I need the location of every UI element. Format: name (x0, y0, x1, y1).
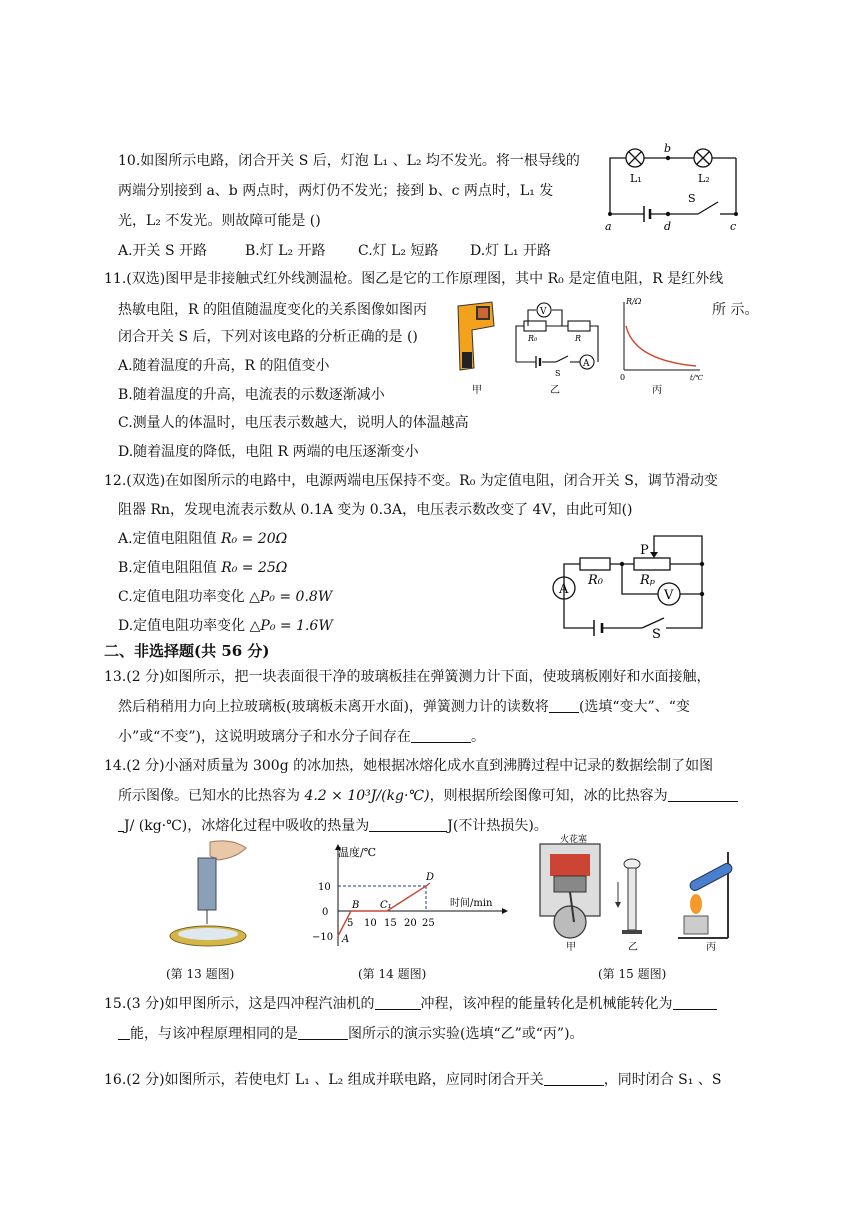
q14-line2: 所示图像。已知水的比热容为 4.2 × 10³J/(kg·℃)，则根据所绘图像可知，冰的比热容为 (118, 787, 738, 805)
svg-text:25: 25 (422, 918, 435, 929)
q12-circuit-figure (548, 530, 718, 638)
answer-blank[interactable] (673, 995, 717, 1010)
q12-line2: 阻器 Rn，发现电流表示数从 0.1A 变为 0.3A，电压表示数改变了 4V，由此可知() (118, 502, 633, 518)
q10-option-b: B.灯 L₂ 开路 (245, 243, 326, 259)
q15-line1: 15.(3 分)如甲图所示，这是四冲程汽油机的 冲程，该冲程的能量转化是机械能转化为 (104, 995, 717, 1013)
q10-option-a: A.开关 S 开路 (118, 243, 208, 259)
answer-blank[interactable] (411, 728, 471, 743)
svg-text:10: 10 (318, 882, 331, 893)
label-v: V (540, 307, 547, 317)
q11-line2b: 所 示。 (712, 302, 759, 318)
q10-line2: 两端分别接到 a、b 两点时，两灯仍不发光；接到 b、c 两点时，L₁ 发 (118, 183, 554, 199)
answer-blank[interactable] (375, 995, 421, 1010)
label-bing: 丙 (652, 385, 662, 396)
label-a: A (583, 359, 590, 369)
caption-14: (第 14 题图) (358, 967, 427, 981)
q16-line1: 16.(2 分)如图所示，若使电灯 L₁ 、L₂ 组成并联电路，应同时闭合开关 ，同时闭合 S₁ 、S (104, 1072, 722, 1088)
svg-text:A: A (342, 934, 350, 945)
label-jia: 甲 (566, 942, 576, 953)
q15-line2: 能，与该冲程原理相同的是 图所示的演示实验(选填“乙”或“丙”)。 (118, 1025, 584, 1043)
label-l1: L₁ (630, 172, 642, 185)
label-s: S (555, 369, 561, 378)
label-b: b (664, 142, 672, 155)
q11-option-b: B.随着温度的升高，电流表的示数逐渐减小 (118, 387, 385, 403)
answer-blank[interactable] (118, 1025, 130, 1040)
label-r0: R₀ (528, 334, 538, 343)
svg-text:10: 10 (364, 918, 377, 929)
label-c: c (730, 220, 737, 232)
svg-text:20: 20 (404, 918, 417, 929)
q13-line2: 然后稍稍用力向上拉玻璃板(玻璃板未离开水面)，弹簧测力计的读数将 (选填“变大”、“变 (118, 699, 690, 715)
label-l2: L₂ (698, 172, 710, 185)
q14-line1: 14.(2 分)小涵对质量为 300g 的冰加热，她根据冰熔化成水直到沸腾过程中记录的数据绘制了如图 (104, 758, 714, 774)
answer-blank[interactable] (369, 817, 447, 832)
label-yi: 乙 (628, 942, 638, 953)
svg-text:15: 15 (384, 918, 397, 929)
q13-line1: 13.(2 分)如图所示，把一块表面很干净的玻璃板挂在弹簧测力计下面，使玻璃板刚好和水面接触， (104, 669, 711, 685)
q14-line3: J/ (kg·℃)，冰熔化过程中吸收的热量为 J(不计热损失)。 (118, 817, 548, 835)
q14-graph (308, 842, 516, 954)
label-v: V (664, 588, 674, 603)
q13-line3: 小”或“不变”)，这说明玻璃分子和水分子间存在 。 (118, 729, 485, 745)
q11-line2a: 热敏电阻，R 的阻值随温度变化的关系图像如图丙 (118, 302, 427, 318)
test-tube-icon (678, 852, 734, 938)
label-bing: 丙 (706, 942, 716, 953)
svg-text:C₁: C₁ (380, 900, 392, 911)
answer-blank[interactable] (549, 698, 579, 713)
q10-circuit-figure (598, 140, 748, 232)
label-r0: R₀ (588, 573, 603, 588)
svg-text:D: D (426, 872, 435, 883)
q15-figures (528, 832, 768, 956)
hand-icon (210, 841, 246, 860)
label-plug: 火花塞 (560, 835, 588, 845)
q11-option-d: D.随着温度的降低，电阻 R 两端的电压逐渐变小 (118, 444, 419, 460)
graph-ylabel: 温度/℃ (338, 846, 377, 859)
label-a: a (605, 220, 612, 232)
q13-figure (160, 838, 260, 952)
q12-option-a: A.定值电阻阻值 R₀ = 20Ω (118, 531, 288, 547)
label-d: d (664, 220, 672, 232)
svg-text:5: 5 (347, 918, 354, 929)
q11-line1: 11.(双选)图甲是非接触式红外线测温枪。图乙是它的工作原理图，其中 R₀ 是定值电阻，R 是红外线 (104, 271, 724, 287)
label-a: A (559, 582, 569, 597)
q12-line1: 12.(双选)在如图所示的电路中，电源两端电压保持不变。R₀ 为定值电阻，闭合开关 S，调节滑动变 (104, 473, 718, 489)
svg-text:B: B (352, 900, 360, 911)
label-r: R (575, 334, 582, 343)
caption-15: (第 15 题图) (598, 967, 667, 981)
q10-line1: 10.如图所示电路，闭合开关 S 后，灯泡 L₁ 、L₂ 均不发光。将一根导线的 (118, 153, 580, 169)
q12-option-b: B.定值电阻阻值 R₀ = 25Ω (118, 560, 288, 576)
graph-xlabel: 时间/min (450, 898, 493, 909)
q10-line3: 光，L₂ 不发光。则故障可能是 () (118, 213, 321, 229)
q11-option-a: A.随着温度的升高，R 的阻值变小 (118, 358, 330, 374)
q12-option-c: C.定值电阻功率变化 △P₀ = 0.8W (118, 589, 333, 605)
caption-13: (第 13 题图) (166, 967, 235, 981)
answer-blank[interactable] (298, 1025, 348, 1040)
label-yaxis: R/Ω (626, 297, 642, 306)
label-xaxis: t/℃ (690, 374, 704, 382)
label-s: S (688, 192, 696, 205)
q11-figures (450, 296, 710, 400)
thermometer-gun-icon (458, 302, 494, 370)
label-jia: 甲 (472, 385, 482, 396)
q12-option-d: D.定值电阻功率变化 △P₀ = 1.6W (118, 618, 333, 634)
label-yi: 乙 (550, 385, 560, 396)
label-origin: 0 (620, 373, 626, 382)
label-p: P (640, 543, 649, 558)
label-s: S (652, 627, 661, 638)
svg-text:0: 0 (322, 907, 329, 918)
engine-icon (540, 844, 600, 938)
spring-scale-icon (198, 858, 216, 910)
syringe-icon (615, 859, 642, 934)
section-title: 二、非选择题(共 56 分) (104, 642, 270, 660)
answer-blank[interactable] (544, 1071, 604, 1086)
q10-option-c: C.灯 L₂ 短路 (358, 243, 439, 259)
q11-option-c: C.测量人的体温时，电压表示数越大，说明人的体温越高 (118, 415, 469, 431)
label-rp: Rₚ (640, 573, 655, 588)
answer-blank[interactable] (668, 787, 738, 802)
q10-option-d: D.灯 L₁ 开路 (470, 243, 551, 259)
svg-text:−10: −10 (312, 932, 334, 943)
q11-line3: 闭合开关 S 后，下列对该电路的分析正确的是 () (118, 329, 418, 345)
